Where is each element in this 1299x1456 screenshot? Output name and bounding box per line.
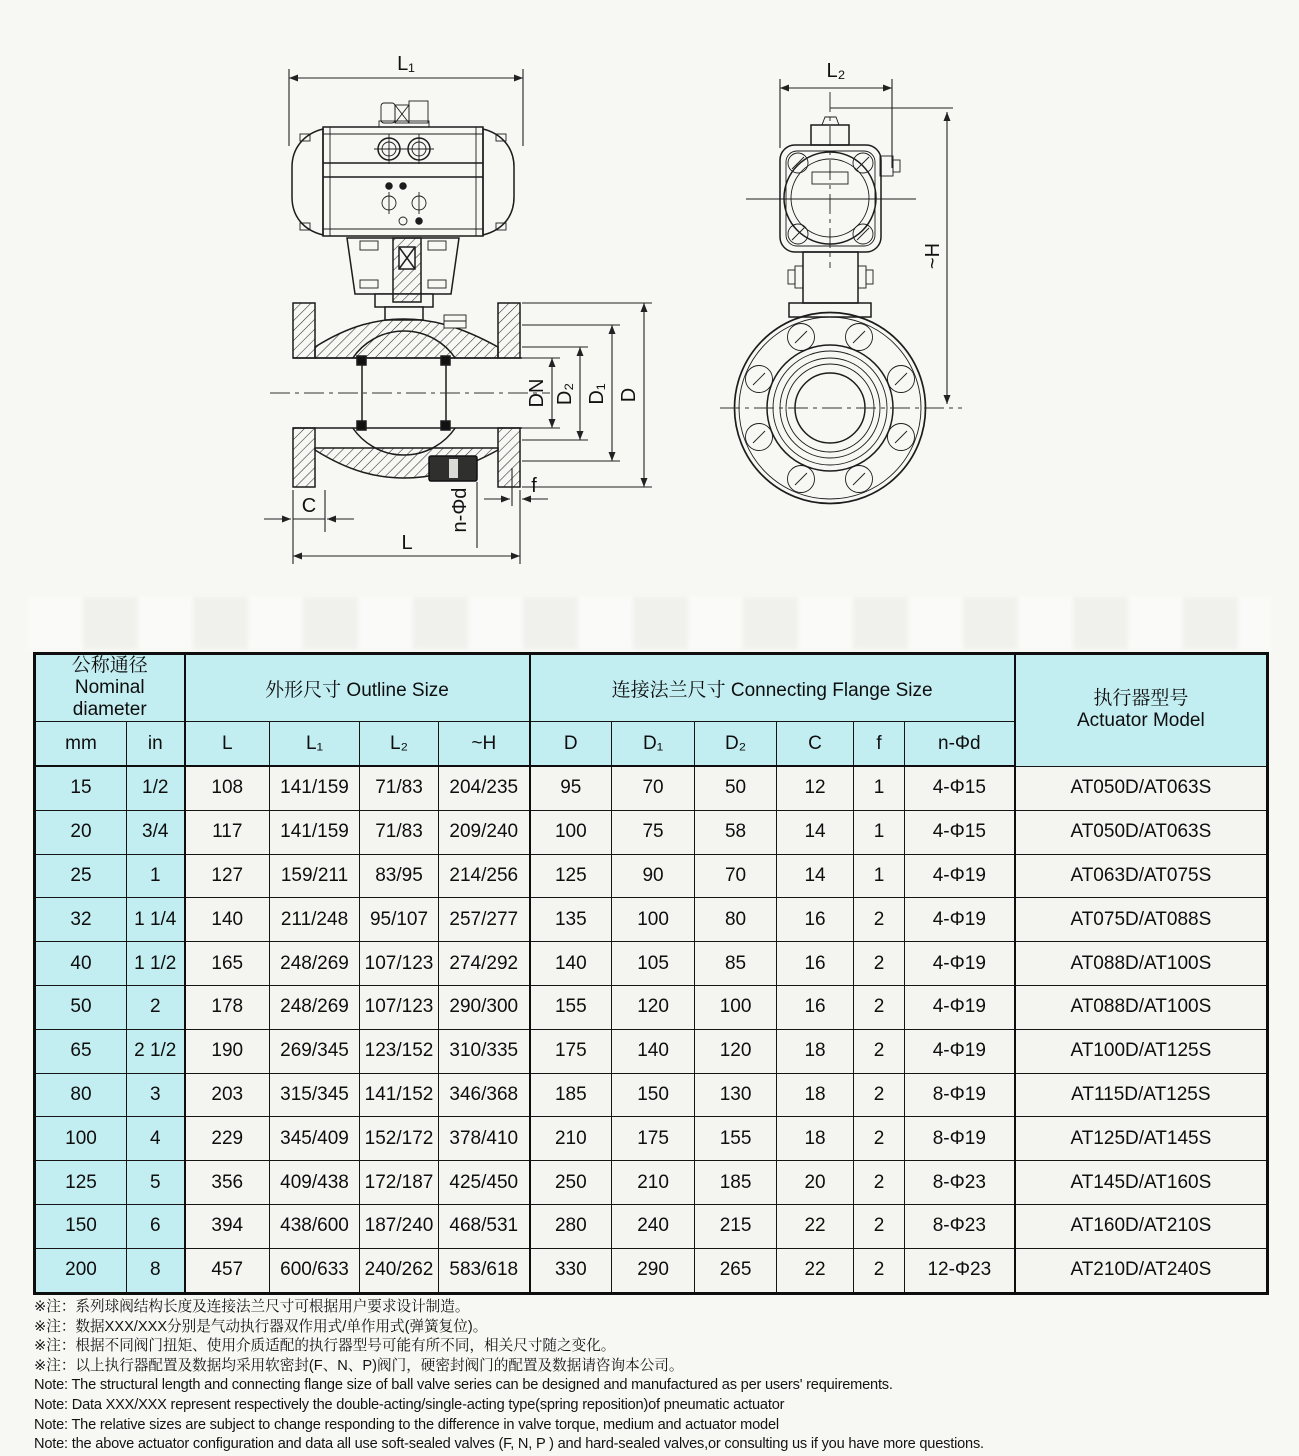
table-cell: 123/152 xyxy=(360,1029,439,1073)
note-line: ※注：系列球阀结构长度及连接法兰尺寸可根据用户要求设计制造。 xyxy=(34,1299,470,1315)
table-row xyxy=(35,1029,1268,1073)
table-cell: 346/368 xyxy=(439,1073,530,1117)
diameter-dimensions xyxy=(522,303,652,487)
table-cell: 150 xyxy=(612,1073,695,1117)
cell-actuator-model: AT125D/AT145S xyxy=(1015,1117,1268,1161)
cell-in: 8 xyxy=(127,1248,185,1293)
note-line: ※注：数据XXX/XXX分别是气动执行器双作用式/单作用式(弹簧复位)。 xyxy=(34,1318,488,1335)
cell-actuator-model: AT063D/AT075S xyxy=(1015,854,1268,898)
table-cell: 2 xyxy=(854,1117,905,1161)
table-row xyxy=(35,1248,1268,1293)
cell-mm: 150 xyxy=(35,1204,127,1248)
table-row xyxy=(35,1161,1268,1205)
cell-mm: 40 xyxy=(35,942,127,986)
table-cell: 257/277 xyxy=(439,898,530,942)
table-cell: 1 xyxy=(854,854,905,898)
cell-in: 1/2 xyxy=(127,766,185,810)
table-cell: 8-Φ23 xyxy=(905,1204,1015,1248)
table-cell: 140 xyxy=(185,898,270,942)
table-cell: 70 xyxy=(612,766,695,810)
cell-in: 1 1/4 xyxy=(127,898,185,942)
cell-actuator-model: AT088D/AT100S xyxy=(1015,985,1268,1029)
table-cell: 583/618 xyxy=(439,1248,530,1293)
table-cell: 120 xyxy=(612,985,695,1029)
header-actuator-model xyxy=(1015,654,1268,767)
table-cell: 409/438 xyxy=(270,1161,360,1205)
side-view xyxy=(720,60,962,504)
table-cell: 229 xyxy=(185,1117,270,1161)
dim-label-l2: L₂ xyxy=(826,60,846,82)
cell-in: 5 xyxy=(127,1161,185,1205)
table-cell: 4-Φ19 xyxy=(905,942,1015,986)
cell-in: 2 1/2 xyxy=(127,1029,185,1073)
header-connecting-flange-size: 连接法兰尺寸 Connecting Flange Size xyxy=(530,654,1015,722)
note-line: Note: The structural length and connecting flange size of ball valve series can be designed and manufactured as per users' requirements. xyxy=(34,1377,893,1394)
table-cell: 155 xyxy=(695,1117,777,1161)
cell-mm: 100 xyxy=(35,1117,127,1161)
table-cell: 269/345 xyxy=(270,1029,360,1073)
table-cell: 211/248 xyxy=(270,898,360,942)
table-row xyxy=(35,854,1268,898)
cell-actuator-model: AT160D/AT210S xyxy=(1015,1204,1268,1248)
table-cell: 315/345 xyxy=(270,1073,360,1117)
table-row xyxy=(35,1073,1268,1117)
table-cell: 175 xyxy=(530,1029,612,1073)
table-cell: 175 xyxy=(612,1117,695,1161)
table-cell: 16 xyxy=(777,985,854,1029)
table-cell: 468/531 xyxy=(439,1204,530,1248)
pneumatic-actuator xyxy=(292,127,514,236)
table-cell: 100 xyxy=(695,985,777,1029)
header-nominal-diameter-zh: 公称通径 xyxy=(71,655,148,676)
table-cell: 165 xyxy=(185,942,270,986)
table-cell: 127 xyxy=(185,854,270,898)
dim-label-d1: D₁ xyxy=(586,383,608,405)
note-line: Note: the above actuator configuration and data all use soft-sealed valves (F, N, P ) and hard-sealed valves,or consulting us if you have more questions. xyxy=(34,1436,984,1453)
table-cell: 100 xyxy=(530,810,612,854)
dim-label-h: ~H xyxy=(922,242,944,270)
table-cell: 274/292 xyxy=(439,942,530,986)
table-cell: 75 xyxy=(612,810,695,854)
solenoid-valve xyxy=(379,101,429,127)
side-bracket xyxy=(788,252,873,317)
table-cell: 95/107 xyxy=(360,898,439,942)
spec-table-body xyxy=(35,766,1268,1293)
cell-actuator-model: AT145D/AT160S xyxy=(1015,1161,1268,1205)
table-cell: 204/235 xyxy=(439,766,530,810)
cell-mm: 15 xyxy=(35,766,127,810)
table-cell: 248/269 xyxy=(270,942,360,986)
drain-plug xyxy=(429,456,477,481)
table-cell: 8-Φ19 xyxy=(905,1073,1015,1117)
table-cell: 90 xyxy=(612,854,695,898)
valve-body xyxy=(270,303,550,487)
table-cell: 214/256 xyxy=(439,854,530,898)
actuator-end-view xyxy=(780,117,900,252)
table-cell: 600/633 xyxy=(270,1248,360,1293)
table-cell: 140 xyxy=(530,942,612,986)
table-cell: 16 xyxy=(777,898,854,942)
cell-mm: 125 xyxy=(35,1161,127,1205)
dim-label-c: C xyxy=(301,495,317,517)
dim-label-n-phi-d: n-Φd xyxy=(449,487,471,533)
cell-actuator-model: AT115D/AT125S xyxy=(1015,1073,1268,1117)
table-cell: 140 xyxy=(612,1029,695,1073)
notes xyxy=(34,1298,984,1455)
col-header-L2: L₂ xyxy=(360,722,439,767)
col-header-in: in xyxy=(127,722,185,767)
table-cell: 290 xyxy=(612,1248,695,1293)
table-cell: 172/187 xyxy=(360,1161,439,1205)
cell-mm: 32 xyxy=(35,898,127,942)
cell-actuator-model: AT100D/AT125S xyxy=(1015,1029,1268,1073)
table-cell: 2 xyxy=(854,1073,905,1117)
table-cell: 4-Φ15 xyxy=(905,810,1015,854)
table-cell: 108 xyxy=(185,766,270,810)
front-section-view xyxy=(264,53,652,564)
col-header-C: C xyxy=(777,722,854,767)
table-cell: 2 xyxy=(854,942,905,986)
note-line: ※注：以上执行器配置及数据均采用软密封(F、N、P)阀门，硬密封阀门的配置及数据请咨询本公司。 xyxy=(34,1357,684,1374)
table-cell: 425/450 xyxy=(439,1161,530,1205)
col-header-n-phi-d: n-Φd xyxy=(905,722,1015,767)
cell-in: 3/4 xyxy=(127,810,185,854)
cell-in: 3 xyxy=(127,1073,185,1117)
table-cell: 185 xyxy=(695,1161,777,1205)
table-cell: 14 xyxy=(777,810,854,854)
table-row xyxy=(35,898,1268,942)
note-line: Note: The relative sizes are subject to change responding to the difference in valve torque, medium and actuator model xyxy=(34,1416,779,1433)
cell-actuator-model: AT050D/AT063S xyxy=(1015,810,1268,854)
cell-in: 4 xyxy=(127,1117,185,1161)
table-cell: 1 xyxy=(854,810,905,854)
table-cell: 4-Φ19 xyxy=(905,1029,1015,1073)
table-cell: 155 xyxy=(530,985,612,1029)
table-cell: 117 xyxy=(185,810,270,854)
table-cell: 18 xyxy=(777,1073,854,1117)
table-cell: 203 xyxy=(185,1073,270,1117)
table-cell: 265 xyxy=(695,1248,777,1293)
table-cell: 71/83 xyxy=(360,766,439,810)
table-cell: 438/600 xyxy=(270,1204,360,1248)
col-header-H: ~H xyxy=(439,722,530,767)
header-actuator-model-zh: 执行器型号 xyxy=(1093,688,1189,710)
table-cell: 210 xyxy=(612,1161,695,1205)
watermark-band xyxy=(28,597,1271,649)
cell-mm: 25 xyxy=(35,854,127,898)
header-nominal-diameter xyxy=(35,654,185,722)
dim-label-f: f xyxy=(531,475,537,497)
cell-mm: 200 xyxy=(35,1248,127,1293)
table-cell: 159/211 xyxy=(270,854,360,898)
table-cell: 250 xyxy=(530,1161,612,1205)
header-nominal-diameter-en: Nominal diameter xyxy=(72,677,147,720)
table-cell: 210 xyxy=(530,1117,612,1161)
table-row xyxy=(35,1117,1268,1161)
table-row xyxy=(35,810,1268,854)
table-cell: 2 xyxy=(854,985,905,1029)
table-cell: 107/123 xyxy=(360,985,439,1029)
dim-label-d: D xyxy=(618,387,640,403)
table-cell: 4-Φ19 xyxy=(905,898,1015,942)
table-cell: 80 xyxy=(695,898,777,942)
table-cell: 248/269 xyxy=(270,985,360,1029)
table-cell: 1 xyxy=(854,766,905,810)
table-cell: 240/262 xyxy=(360,1248,439,1293)
table-cell: 22 xyxy=(777,1248,854,1293)
cell-actuator-model: AT210D/AT240S xyxy=(1015,1248,1268,1293)
table-cell: 85 xyxy=(695,942,777,986)
table-cell: 95 xyxy=(530,766,612,810)
table-cell: 345/409 xyxy=(270,1117,360,1161)
table-cell: 135 xyxy=(530,898,612,942)
table-cell: 100 xyxy=(612,898,695,942)
table-cell: 130 xyxy=(695,1073,777,1117)
col-header-D2: D₂ xyxy=(695,722,777,767)
table-cell: 12-Φ23 xyxy=(905,1248,1015,1293)
mounting-bracket xyxy=(347,238,459,320)
col-header-L: L xyxy=(185,722,270,767)
cell-actuator-model: AT088D/AT100S xyxy=(1015,942,1268,986)
col-header-L1: L₁ xyxy=(270,722,360,767)
table-cell: 18 xyxy=(777,1117,854,1161)
dim-label-dn: DN xyxy=(526,378,548,408)
table-row xyxy=(35,942,1268,986)
dim-label-l: L xyxy=(401,532,413,554)
table-cell: 16 xyxy=(777,942,854,986)
table-cell: 18 xyxy=(777,1029,854,1073)
table-cell: 2 xyxy=(854,1029,905,1073)
table-cell: 12 xyxy=(777,766,854,810)
table-cell: 378/410 xyxy=(439,1117,530,1161)
dim-label-l1: L₁ xyxy=(397,53,415,75)
table-cell: 2 xyxy=(854,1248,905,1293)
cell-actuator-model: AT075D/AT088S xyxy=(1015,898,1268,942)
table-cell: 50 xyxy=(695,766,777,810)
table-cell: 125 xyxy=(530,854,612,898)
note-line: Note: Data XXX/XXX represent respectively the double-acting/single-acting type(spring reposition)of pneumatic actuator xyxy=(34,1396,785,1413)
table-cell: 185 xyxy=(530,1073,612,1117)
table-row xyxy=(35,766,1268,810)
table-cell: 356 xyxy=(185,1161,270,1205)
header-actuator-model-en: Actuator Model xyxy=(1076,710,1205,732)
table-row xyxy=(35,985,1268,1029)
flange-face xyxy=(720,313,962,504)
col-header-D: D xyxy=(530,722,612,767)
table-cell: 2 xyxy=(854,1204,905,1248)
table-cell: 141/159 xyxy=(270,810,360,854)
table-cell: 141/159 xyxy=(270,766,360,810)
table-cell: 310/335 xyxy=(439,1029,530,1073)
table-cell: 4-Φ19 xyxy=(905,854,1015,898)
table-cell: 2 xyxy=(854,1161,905,1205)
table-cell: 8-Φ19 xyxy=(905,1117,1015,1161)
table-cell: 2 xyxy=(854,898,905,942)
table-cell: 120 xyxy=(695,1029,777,1073)
table-cell: 240 xyxy=(612,1204,695,1248)
table-cell: 141/152 xyxy=(360,1073,439,1117)
table-cell: 290/300 xyxy=(439,985,530,1029)
cell-in: 1 xyxy=(127,854,185,898)
cell-in: 2 xyxy=(127,985,185,1029)
table-cell: 83/95 xyxy=(360,854,439,898)
table-cell: 394 xyxy=(185,1204,270,1248)
table-cell: 107/123 xyxy=(360,942,439,986)
table-cell: 215 xyxy=(695,1204,777,1248)
spec-table xyxy=(33,652,1269,1295)
note-line: ※注：根据不同阀门扭矩、使用介质适配的执行器型号可能有所不同，相关尺寸随之变化。 xyxy=(34,1338,616,1355)
table-cell: 187/240 xyxy=(360,1204,439,1248)
table-cell: 4-Φ15 xyxy=(905,766,1015,810)
table-cell: 330 xyxy=(530,1248,612,1293)
dim-label-d2: D₂ xyxy=(554,382,576,406)
table-cell: 70 xyxy=(695,854,777,898)
cell-mm: 80 xyxy=(35,1073,127,1117)
table-cell: 190 xyxy=(185,1029,270,1073)
table-cell: 178 xyxy=(185,985,270,1029)
table-cell: 14 xyxy=(777,854,854,898)
table-cell: 105 xyxy=(612,942,695,986)
table-cell: 58 xyxy=(695,810,777,854)
table-cell: 8-Φ23 xyxy=(905,1161,1015,1205)
table-cell: 457 xyxy=(185,1248,270,1293)
col-header-D1: D₁ xyxy=(612,722,695,767)
table-cell: 71/83 xyxy=(360,810,439,854)
table-row xyxy=(35,1204,1268,1248)
col-header-f: f xyxy=(854,722,905,767)
technical-drawing xyxy=(0,0,1299,600)
cell-mm: 65 xyxy=(35,1029,127,1073)
table-cell: 152/172 xyxy=(360,1117,439,1161)
table-cell: 4-Φ19 xyxy=(905,985,1015,1029)
table-cell: 22 xyxy=(777,1204,854,1248)
cell-mm: 20 xyxy=(35,810,127,854)
table-cell: 280 xyxy=(530,1204,612,1248)
header-outline-size: 外形尺寸 Outline Size xyxy=(185,654,530,722)
col-header-mm: mm xyxy=(35,722,127,767)
cell-mm: 50 xyxy=(35,985,127,1029)
cell-actuator-model: AT050D/AT063S xyxy=(1015,766,1268,810)
table-cell: 209/240 xyxy=(439,810,530,854)
table-cell: 20 xyxy=(777,1161,854,1205)
cell-in: 6 xyxy=(127,1204,185,1248)
cell-in: 1 1/2 xyxy=(127,942,185,986)
